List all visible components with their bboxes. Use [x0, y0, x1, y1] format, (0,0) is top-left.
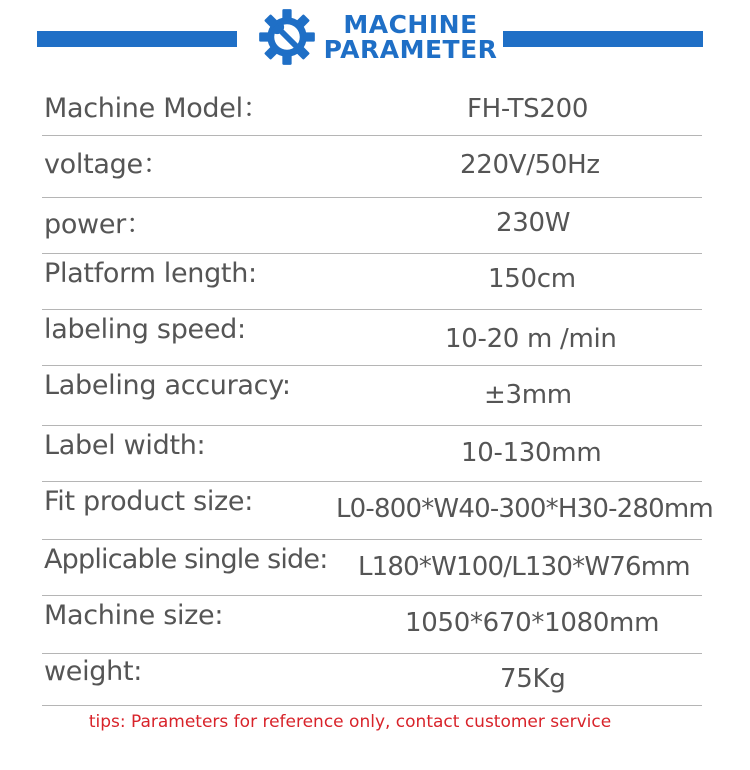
- param-value: 220V/50Hz: [460, 150, 600, 180]
- param-value: 150cm: [488, 264, 576, 294]
- param-label: Machine Model：: [44, 93, 270, 124]
- parameter-table: [42, 78, 713, 706]
- param-row: [42, 482, 713, 540]
- param-row: [42, 78, 702, 136]
- param-row: [42, 596, 702, 654]
- param-label: weight:: [44, 656, 143, 687]
- param-label: Fit product size:: [44, 486, 254, 517]
- tips-note: tips: Parameters for reference only, contact customer service: [88, 712, 612, 732]
- param-row: [42, 540, 702, 596]
- param-row: [42, 310, 702, 366]
- param-row: [42, 198, 702, 254]
- param-value: 75Kg: [500, 664, 566, 694]
- gear-wrench-icon: [258, 8, 316, 66]
- param-label: voltage：: [44, 149, 170, 180]
- param-row: [42, 136, 702, 198]
- param-value: 10-130mm: [461, 438, 602, 468]
- param-value: L180*W100/L130*W76mm: [358, 552, 690, 582]
- param-label: Labeling accuracy:: [44, 370, 291, 401]
- param-value: FH-TS200: [467, 94, 589, 124]
- param-row: [42, 366, 702, 426]
- param-value: L0-800*W40-300*H30-280mm: [336, 494, 713, 524]
- title-line-1: MACHINE: [343, 10, 478, 39]
- param-value: 1050*670*1080mm: [405, 608, 660, 638]
- param-label: power：: [44, 209, 153, 240]
- page-title: [323, 12, 498, 62]
- header-bar-right: [503, 31, 703, 47]
- param-value: 230W: [496, 208, 571, 238]
- param-label: labeling speed:: [44, 314, 246, 345]
- param-label: Platform length:: [44, 258, 257, 289]
- param-label: Label width:: [44, 430, 206, 461]
- title-line-2: PARAMETER: [323, 35, 498, 64]
- header-bar-left: [37, 31, 237, 47]
- param-label: Applicable single side:: [44, 544, 328, 575]
- param-label: Machine size:: [44, 600, 224, 631]
- param-value: 10-20 m /min: [445, 324, 617, 354]
- header: [0, 0, 750, 80]
- param-row: [42, 654, 702, 706]
- param-row: [42, 426, 702, 482]
- param-value: ±3mm: [484, 380, 572, 410]
- param-row: [42, 254, 702, 310]
